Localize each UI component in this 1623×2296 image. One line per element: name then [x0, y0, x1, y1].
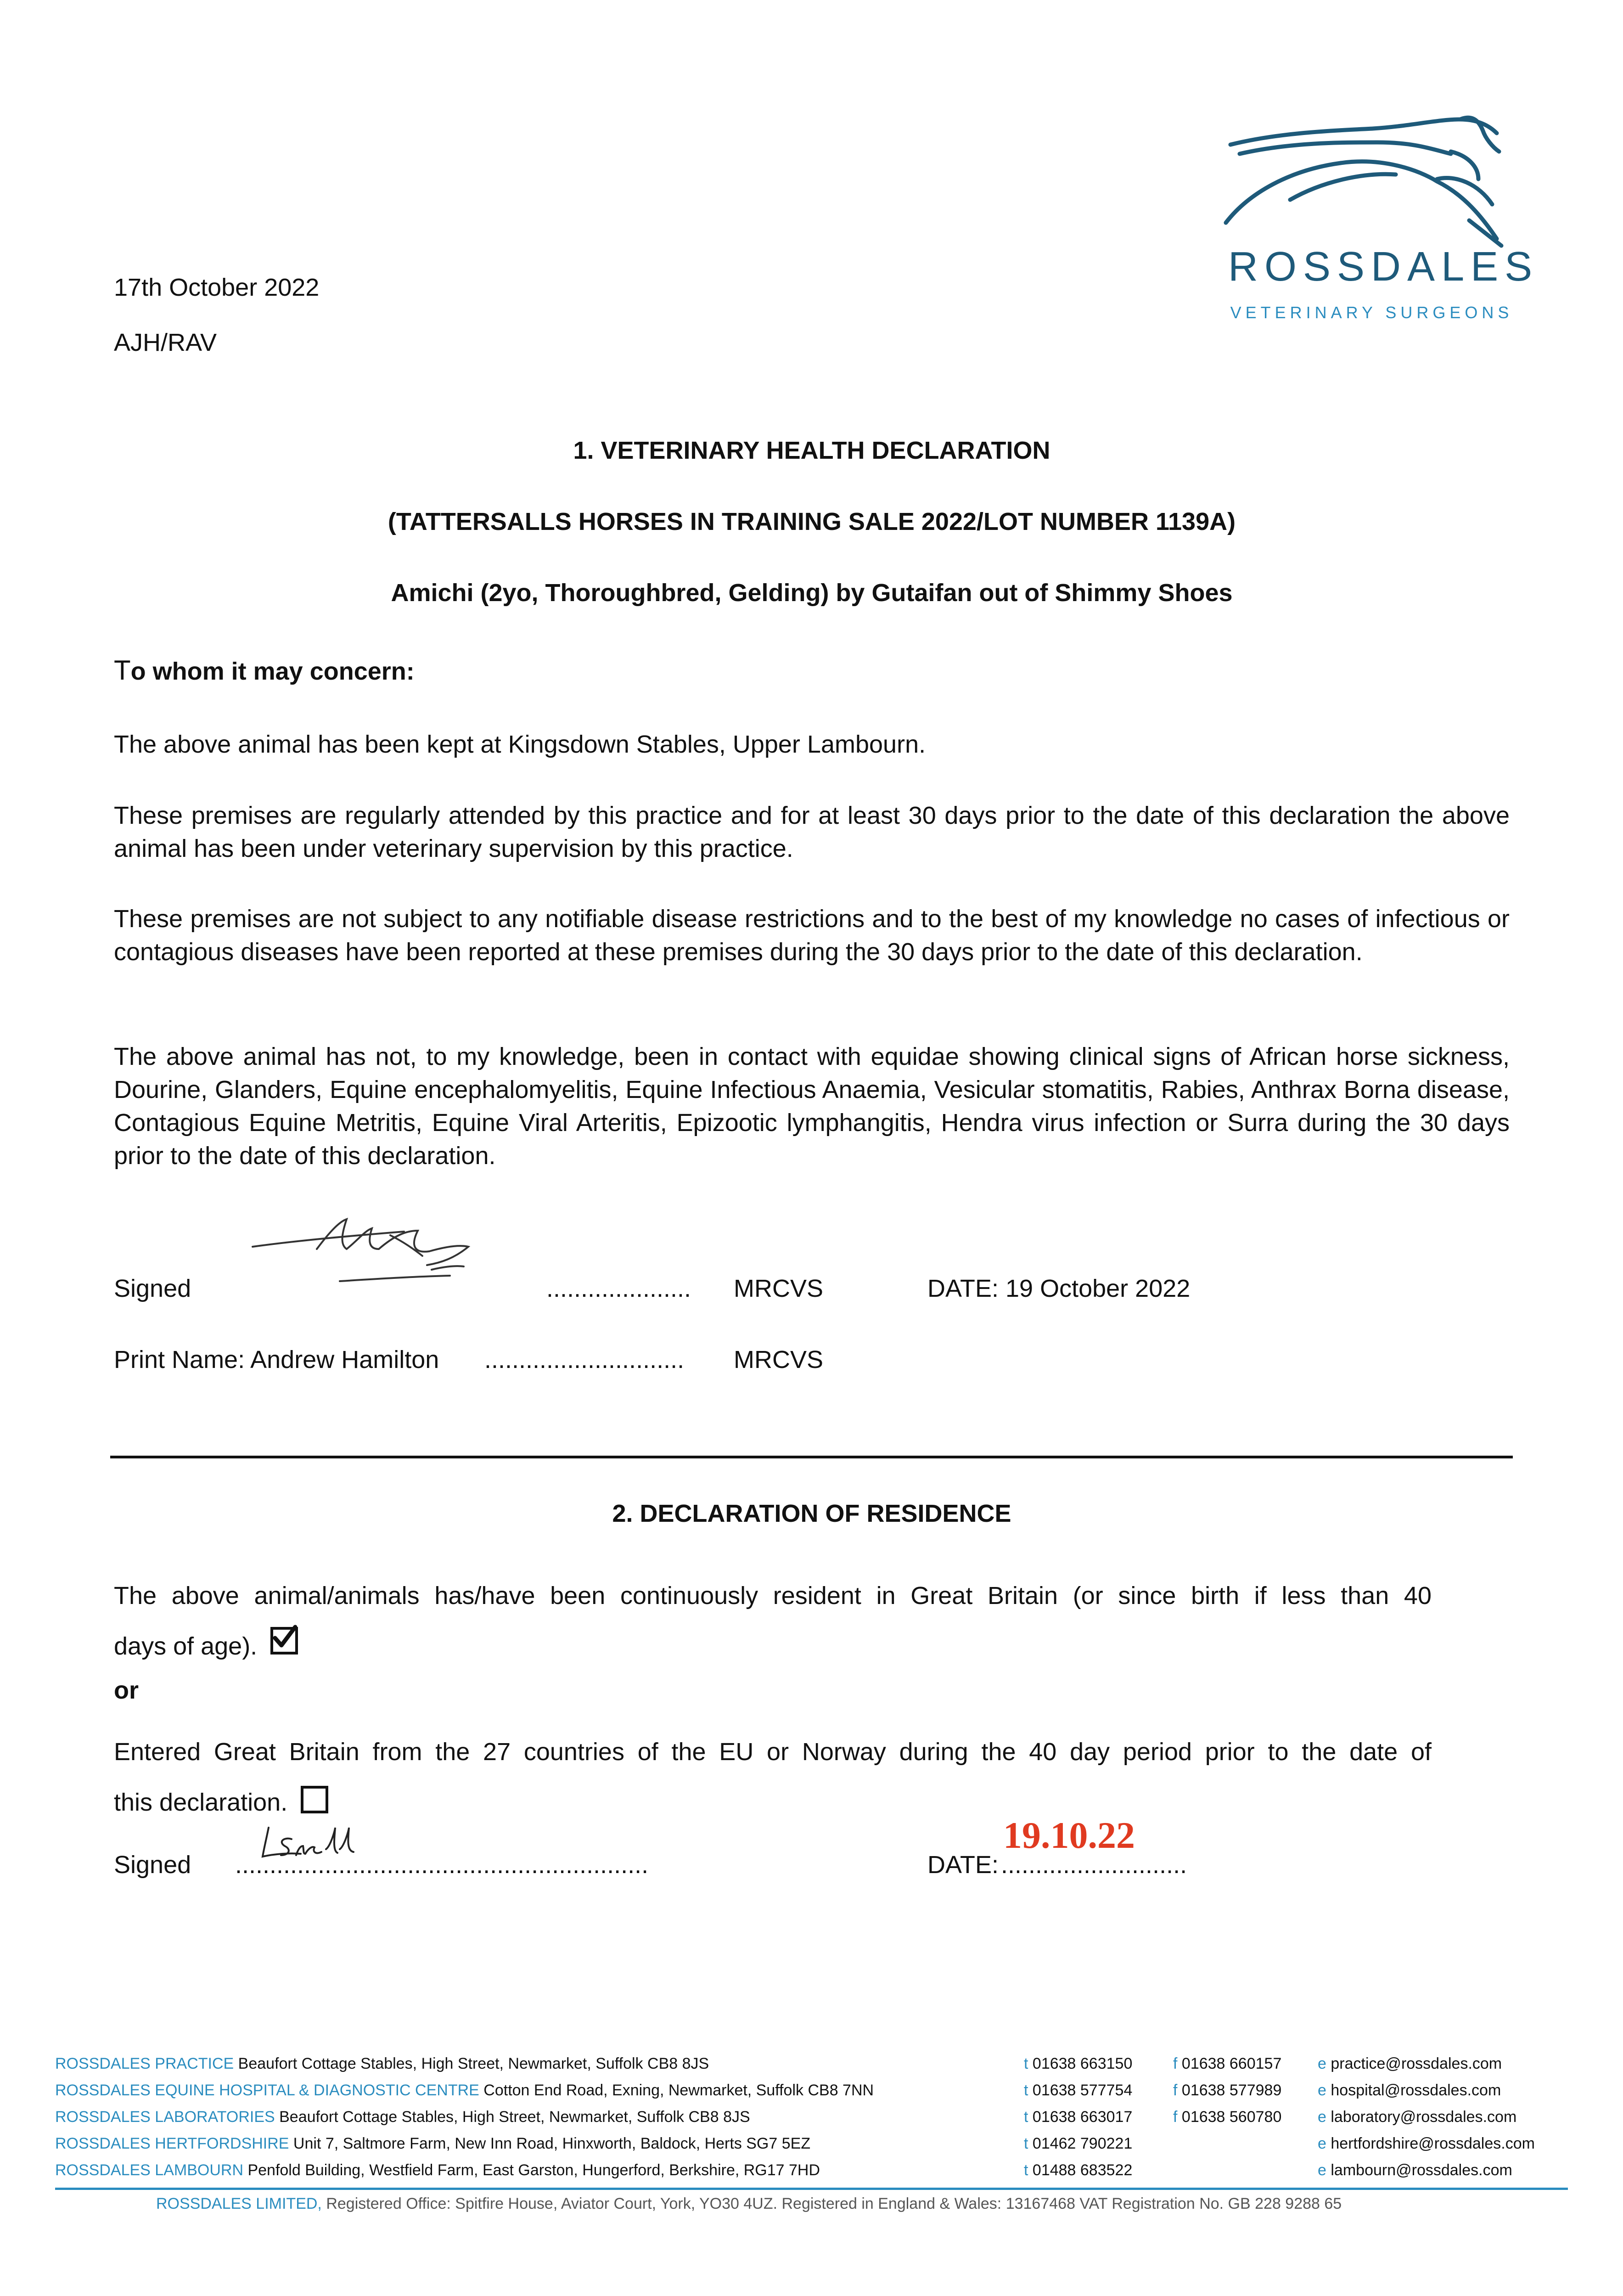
horse-logo-icon: [1221, 106, 1520, 253]
phone-prefix: t: [1024, 2055, 1028, 2072]
phone-number: 01462 790221: [1032, 2135, 1133, 2152]
email-prefix: e: [1318, 2135, 1326, 2152]
option2-line1: Entered Great Britain from the 27 countries of the EU or Norway during the 40 day period prior to the date of: [114, 1738, 1432, 1766]
email-prefix: e: [1318, 2108, 1326, 2126]
rossdales-logo: [1221, 106, 1539, 335]
residence-option-2: [114, 1727, 1510, 1828]
residence-option-1: [114, 1570, 1510, 1671]
email-prefix: e: [1318, 2161, 1326, 2179]
signed-label-2: Signed: [114, 1851, 191, 1879]
or-label: or: [114, 1677, 139, 1704]
footer-fax: [1173, 2104, 1281, 2130]
mrcvs-2: MRCVS: [734, 1346, 824, 1373]
fax-prefix: f: [1173, 2055, 1178, 2072]
email-prefix: e: [1318, 2082, 1326, 2099]
signed-label-1: Signed: [114, 1275, 191, 1302]
option1-checkbox[interactable]: [270, 1627, 298, 1654]
footer-entity-name: ROSSDALES LABORATORIES: [55, 2108, 275, 2126]
footer-entity-name: ROSSDALES HERTFORDSHIRE: [55, 2135, 289, 2152]
phone-number: 01488 683522: [1032, 2161, 1133, 2179]
phone-prefix: t: [1024, 2108, 1028, 2126]
residence-date-dots: ...........................: [1001, 1851, 1187, 1879]
fax-number: 01638 577989: [1181, 2082, 1282, 2099]
print-name-dots: .............................: [484, 1346, 685, 1373]
footer-email[interactable]: [1318, 2050, 1502, 2077]
footer-rule: [55, 2188, 1568, 2190]
registered-office-text: Registered Office: Spitfire House, Aviator Court, York, YO30 4UZ. Registered in England & Wales: 13167468 VAT Registration No. GB 228 9288 65: [321, 2195, 1342, 2212]
fax-number: 01638 660157: [1181, 2055, 1282, 2072]
declaration-date: DATE: 19 October 2022: [927, 1275, 1191, 1302]
option1-line1: The above animal/animals has/have been continuously resident in Great Britain (or since birth if less than 40: [114, 1582, 1432, 1609]
email-address[interactable]: lambourn@rossdales.com: [1331, 2161, 1512, 2179]
phone-number: 01638 663150: [1032, 2055, 1133, 2072]
residence-date-label: DATE:: [927, 1851, 999, 1879]
footer-email[interactable]: [1318, 2104, 1516, 2130]
animal-description: Amichi (2yo, Thoroughbred, Gelding) by Gutaifan out of Shimmy Shoes: [391, 579, 1233, 607]
footer-email[interactable]: [1318, 2130, 1535, 2157]
email-prefix: e: [1318, 2055, 1326, 2072]
footer-phone: [1024, 2157, 1132, 2183]
fax-number: 01638 560780: [1181, 2108, 1282, 2126]
vet-signature: [248, 1212, 533, 1295]
footer-phone: [1024, 2050, 1132, 2077]
phone-prefix: t: [1024, 2135, 1028, 2152]
fax-prefix: f: [1173, 2082, 1178, 2099]
logo-tagline: VETERINARY SURGEONS: [1230, 303, 1513, 322]
footer-row: [55, 2130, 810, 2157]
footer-address: Beaufort Cottage Stables, High Street, Newmarket, Suffolk CB8 8JS: [234, 2055, 709, 2072]
phone-prefix: t: [1024, 2082, 1028, 2099]
email-address[interactable]: practice@rossdales.com: [1331, 2055, 1502, 2072]
paragraph-4: The above animal has not, to my knowledge, been in contact with equidae showing clinical signs of African horse sickness, Dourine, Glanders, Equine encephalomyelitis, Equine Infectious Anaemia, Vesicular stomatitis, Rabies, Anthrax Borna disease, Contagious Equine Metritis, Equine Viral Arteritis, Epizootic lymphangitis, Hendra virus infection or Surra during the 30 days prior to the date of this declaration.: [114, 1043, 1510, 1170]
footer-address: Beaufort Cottage Stables, High Street, Newmarket, Suffolk CB8 8JS: [275, 2108, 750, 2126]
salutation-first-letter: T: [114, 655, 131, 686]
signed-dots-2: ............................................................: [235, 1851, 649, 1879]
registered-company-name: ROSSDALES LIMITED,: [156, 2195, 322, 2212]
footer-row: [55, 2077, 874, 2104]
option2-checkbox[interactable]: [301, 1786, 328, 1813]
footer-row: [55, 2050, 709, 2077]
section1-subtitle: (TATTERSALLS HORSES IN TRAINING SALE 2022/LOT NUMBER 1139A): [387, 508, 1236, 535]
letter-reference: AJH/RAV: [114, 329, 217, 356]
paragraph-3: These premises are not subject to any notifiable disease restrictions and to the best of my knowledge no cases of infectious or contagious diseases have been reported at these premises during the 30 days prior to the date of this declaration.: [114, 905, 1510, 966]
letter-date: 17th October 2022: [114, 274, 320, 301]
phone-prefix: t: [1024, 2161, 1028, 2179]
registered-office: [156, 2190, 1342, 2217]
print-name: Print Name: Andrew Hamilton: [114, 1346, 439, 1373]
section-divider: [110, 1456, 1513, 1458]
section1-title: 1. VETERINARY HEALTH DECLARATION: [573, 437, 1050, 464]
email-address[interactable]: laboratory@rossdales.com: [1331, 2108, 1517, 2126]
footer-row: [55, 2157, 820, 2183]
signed-dots-1: .....................: [546, 1275, 691, 1302]
paragraph-1: The above animal has been kept at Kingsdown Stables, Upper Lambourn.: [114, 731, 926, 758]
phone-number: 01638 577754: [1032, 2082, 1133, 2099]
footer-phone: [1024, 2077, 1132, 2104]
footer-email[interactable]: [1318, 2157, 1512, 2183]
footer-address: Unit 7, Saltmore Farm, New Inn Road, Hinxworth, Baldock, Herts SG7 5EZ: [289, 2135, 811, 2152]
option2-line2: this declaration.: [114, 1789, 288, 1816]
footer-row: [55, 2104, 750, 2130]
footer-address: Cotton End Road, Exning, Newmarket, Suffolk CB8 7NN: [479, 2082, 874, 2099]
salutation: [114, 654, 415, 686]
phone-number: 01638 663017: [1032, 2108, 1133, 2126]
footer-address: Penfold Building, Westfield Farm, East Garston, Hungerford, Berkshire, RG17 7HD: [243, 2161, 820, 2179]
footer-phone: [1024, 2104, 1132, 2130]
option1-line2: days of age).: [114, 1632, 258, 1660]
footer-entity-name: ROSSDALES PRACTICE: [55, 2055, 234, 2072]
footer-fax: [1173, 2077, 1281, 2104]
footer-phone: [1024, 2130, 1132, 2157]
mrcvs-1: MRCVS: [734, 1275, 824, 1302]
salutation-rest: o whom it may concern:: [130, 658, 415, 685]
email-address[interactable]: hertfordshire@rossdales.com: [1331, 2135, 1535, 2152]
section2-title: 2. DECLARATION OF RESIDENCE: [612, 1500, 1011, 1527]
checkmark-icon: [270, 1624, 298, 1652]
footer-entity-name: ROSSDALES EQUINE HOSPITAL & DIAGNOSTIC CENTRE: [55, 2082, 479, 2099]
footer-entity-name: ROSSDALES LAMBOURN: [55, 2161, 243, 2179]
handwritten-date: 19.10.22: [1003, 1814, 1135, 1856]
footer-fax: [1173, 2050, 1281, 2077]
email-address[interactable]: hospital@rossdales.com: [1331, 2082, 1501, 2099]
fax-prefix: f: [1173, 2108, 1178, 2126]
logo-name: ROSSDALES: [1228, 244, 1539, 290]
footer-email[interactable]: [1318, 2077, 1501, 2104]
paragraph-2: These premises are regularly attended by this practice and for at least 30 days prior to the date of this declaration the above animal has been under veterinary supervision by this practice.: [114, 802, 1510, 862]
